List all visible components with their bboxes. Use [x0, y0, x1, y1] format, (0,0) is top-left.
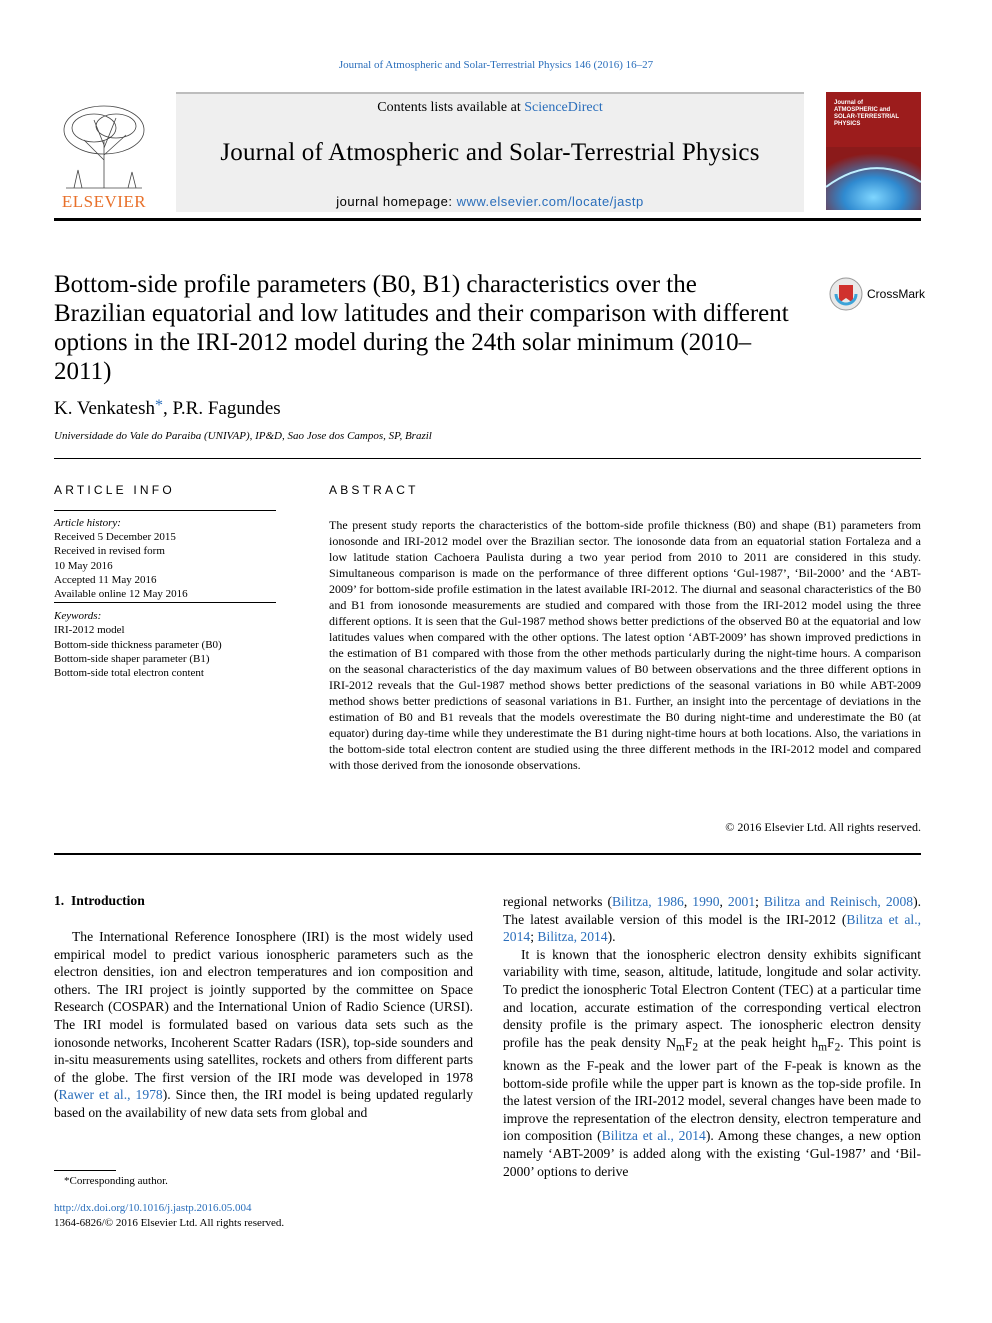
history-item: Received in revised form	[54, 545, 165, 558]
ref-rawer-1978[interactable]: Rawer et al., 1978	[58, 1087, 163, 1103]
text-run: ).	[607, 929, 616, 945]
ref-bilitza-2014[interactable]: Bilitza, 2014	[537, 929, 608, 945]
intro-left-column	[54, 928, 473, 1122]
subscript: m	[818, 1041, 828, 1054]
contents-prefix: Contents lists available at	[377, 100, 525, 115]
doi-link[interactable]: http://dx.doi.org/10.1016/j.jastp.2016.05.004	[54, 1202, 252, 1214]
text-run: . This point is known as the F-peak and the lower part of the F-peak is known as the bottom-side profile while the upper part is known as the top-side profile. In the latest version of the IRI-2012 model, several changes have been made to improve the representation of the electron density, electron temperature and ion composition (	[503, 1034, 921, 1144]
keyword-item: Bottom-side total electron content	[54, 667, 204, 680]
text-run: ,	[683, 894, 693, 909]
journal-citation[interactable]: Journal of Atmospheric and Solar-Terrestrial Physics 146 (2016) 16–27	[338, 59, 654, 71]
crossmark-icon	[829, 277, 863, 311]
corresponding-mark[interactable]: *	[154, 397, 163, 414]
abstract-heading: ABSTRACT	[329, 483, 419, 497]
article-info-heading: ARTICLE INFO	[54, 483, 175, 497]
issn-line: 1364-6826/© 2016 Elsevier Ltd. All rights reserved.	[54, 1217, 285, 1229]
affiliation-rule	[54, 458, 921, 459]
crossmark-badge[interactable]	[829, 277, 929, 311]
article-title: Bottom-side profile parameters (B0, B1) characteristics over the Brazilian equatorial and low latitudes and their comparison with different options in the IRI-2012 model during the 24th solar minimum (2010–2011)	[54, 271, 789, 385]
intro-right-column	[503, 893, 921, 1180]
history-item: Accepted 11 May 2016	[54, 573, 157, 586]
history-heading: Article history:	[54, 517, 121, 529]
text-run: ;	[530, 929, 538, 945]
history-item: Available online 12 May 2016	[54, 588, 188, 601]
text-run: F	[684, 1034, 693, 1050]
history-item: Received 5 December 2015	[54, 531, 176, 544]
journal-homepage	[176, 194, 804, 209]
text-run: ,	[719, 894, 728, 909]
subscript: m	[676, 1041, 685, 1054]
keyword-item: Bottom-side shaper parameter (B1)	[54, 652, 210, 665]
ref-bilitza-et-al-2014[interactable]: Bilitza et al., 2014	[601, 1128, 706, 1144]
footnote-rule	[54, 1170, 116, 1171]
section-title: Introduction	[71, 893, 145, 908]
ref-bilitza-2001[interactable]: 2001	[727, 894, 756, 909]
text-run: ). Since then, the IRI model is being updated regularly based on the availability of new data sets from global and	[54, 1087, 473, 1120]
abstract-rule	[54, 853, 921, 855]
homepage-prefix: journal homepage:	[336, 194, 457, 209]
author-separator: ,	[162, 398, 173, 419]
text-run: ). Among these changes, a new option namely ‘ABT-2009’ is added along with the existing ‘Gul-1987’ and ‘Bil-2000’ options to derive	[503, 1128, 921, 1179]
homepage-link[interactable]: www.elsevier.com/locate/jastp	[456, 194, 644, 209]
history-item: 10 May 2016	[54, 559, 113, 572]
abstract-copyright: © 2016 Elsevier Ltd. All rights reserved.	[725, 820, 921, 834]
author-fagundes[interactable]: P.R. Fagundes	[172, 398, 281, 419]
text-run: at the peak height h	[698, 1034, 819, 1050]
keyword-item: IRI-2012 model	[54, 624, 125, 637]
ref-bilitza-et-al-2014[interactable]: Bilitza et al., 2014	[503, 911, 921, 945]
text-run: ). The latest available version of this model is the IRI-2012 (	[503, 894, 921, 927]
subscript: 2	[834, 1041, 841, 1054]
section-number: 1.	[54, 893, 65, 908]
cover-title: Journal of ATMOSPHERIC and SOLAR-TERRESTRIAL PHYSICS	[834, 100, 899, 127]
text-run: regional networks (	[503, 894, 612, 909]
text-run: The International Reference Ionosphere (IRI) is the most widely used empirical model to predict various ionospheric parameters such as the electron densities, ion and electron temperatures and ion composition and others. The IRI project is jointly supported by the committee on Space Research (COSPAR) and the International Union of Radio Science (URSI). The IRI model is formulated based on various data sets such as the ionosonde networks, Incoherent Scatter Radars (ISR), top-side sounders and in-situ measurements using satellites, rockets and others from different parts of the globe. The first version of the IRI mode was developed in 1978 (	[54, 929, 473, 1103]
article-info-block	[54, 516, 276, 680]
journal-cover-image	[826, 92, 921, 210]
author-list	[54, 397, 281, 420]
elsevier-wordmark: ELSEVIER	[61, 192, 147, 211]
text-run: F	[827, 1034, 835, 1050]
crossmark-label: CrossMark	[867, 287, 926, 301]
subscript: 2	[692, 1041, 699, 1054]
affiliation: Universidade do Vale do Paraiba (UNIVAP), IP&D, Sao Jose dos Campos, SP, Brazil	[54, 430, 432, 442]
intro-paragraph	[503, 946, 921, 1180]
intro-paragraph	[54, 928, 473, 1122]
abstract-text: The present study reports the characteristics of the bottom-side profile thickness (B0) and shape (B1) parameters from ionosonde and IRI-2012 model over the Brazilian sector. The ionosonde data from an equatorial station Fortaleza and a low latitude station Cachoera Paulista during a two year period from 2010 to 2011 are considered in this study. Simultaneous comparison is made on the performance of three different options ‘Gul-1987’, ‘Bil-2000’ and the ‘ABT-2009’ for bottom-side profile estimation in the latest available IRI-2012. The diurnal and seasonal characteristics of the B0 and B1 from ionosonde measurements are studied and compared with those from the IRI-2012 model using the three different options. It is seen that the Gul-1987 method shows better predictions of the observed B0 at the equatorial and low latitudes values when compared with the other options. The latest option ‘ABT-2009’ has shown improved predictions in the estimation of B1 compared with those from the other methods particularly during the night-time hours. A comparison on the seasonal characteristics of the day maximum values of B0 between observations and the three different options in IRI-2012 reveals that the Gul-1987 method shows better predictions of the seasonal variations in B0 while ABT-2009 method shows better predictions of seasonal variations in B1. Further, an insight into the percentage of deviations in the estimation of B0 and B1 reveals that the models overestimate the B0 during night-time and underestimate the B0 (at equator) during day-time while they underestimate the B1 during night-time hours at both locations. Also, the variations in the bottom-side total electron content are studied using the three different methods in the IRI-2012 model and compared with those derived from the ionosonde observations.	[329, 518, 921, 772]
contents-line	[176, 100, 804, 116]
sciencedirect-link[interactable]: ScienceDirect	[524, 100, 603, 115]
elsevier-logo	[54, 100, 154, 212]
ref-bilitza-reinisch-2008[interactable]: Bilitza and Reinisch, 2008	[763, 894, 914, 909]
header-rule	[54, 218, 921, 221]
text-run: ;	[755, 894, 764, 909]
journal-title: Journal of Atmospheric and Solar-Terrestrial Physics	[220, 139, 760, 166]
intro-paragraph	[503, 893, 921, 946]
ref-bilitza-1986[interactable]: Bilitza, 1986	[611, 894, 684, 909]
corresponding-author-note: *Corresponding author.	[64, 1175, 168, 1187]
article-info-rule	[54, 510, 276, 511]
author-venkatesh[interactable]: K. Venkatesh	[54, 398, 155, 419]
keywords-heading: Keywords:	[54, 610, 102, 623]
section-heading-introduction	[54, 893, 145, 909]
keyword-item: Bottom-side thickness parameter (B0)	[54, 638, 222, 651]
keywords-rule	[54, 602, 276, 603]
ref-bilitza-1990[interactable]: 1990	[692, 894, 720, 909]
text-run: It is known that the ionospheric electron density exhibits significant variability with time, season, altitude, latitude, longitude and solar activity. To predict the ionospheric Total Electron Content (TEC) at a particular time and location, accurate estimation of the corresponding vertical electron density profile is the primary aspect. The ionospheric electron density profile has the peak density N	[503, 946, 921, 1050]
